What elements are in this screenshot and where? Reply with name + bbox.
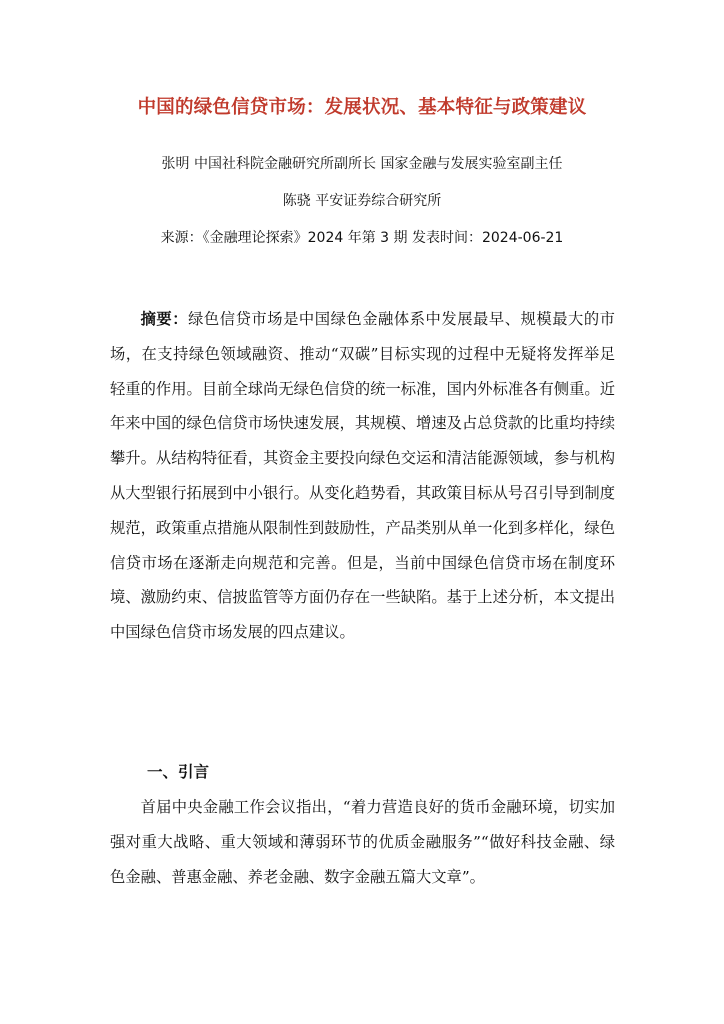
paper-title: 中国的绿色信贷市场：发展状况、基本特征与政策建议: [137, 97, 587, 118]
abstract-label: 摘要：: [140, 310, 189, 328]
introduction-paragraph: 首届中央金融工作会议指出，“着力营造良好的货币金融环境，切实加强对重大战略、重大领域和薄弱环节的优质金融服务”“做好科技金融、绿色金融、普惠金融、养老金融、数字金融五篇大文章”。: [110, 798, 615, 886]
author-line-1: 张明 中国社科院金融研究所副所长 国家金融与发展实验室副主任: [161, 156, 563, 172]
abstract-paragraph: [110, 302, 615, 650]
source-line: 来源：《金融理论探索》2024 年第 3 期 发表时间：2024-06-21: [160, 230, 564, 246]
section-heading-introduction: 一、引言: [147, 763, 210, 781]
author-line-2: 陈骁 平安证券综合研究所: [282, 193, 442, 209]
abstract-text: 绿色信贷市场是中国绿色金融体系中发展最早、规模最大的市场，在支持绿色领域融资、推动“双碳”目标实现的过程中无疑将发挥举足轻重的作用。目前全球尚无绿色信贷的统一标准，国内外标准各有侧重。近年来中国的绿色信贷市场快速发展，其规模、增速及占总贷款的比重均持续攀升。从结构特征看，其资金主要投向绿色交运和清洁能源领域，参与机构从大型银行拓展到中小银行。从变化趋势看，其政策目标从号召引导到制度规范，政策重点措施从限制性到鼓励性，产品类别从单一化到多样化，绿色信贷市场在逐渐走向规范和完善。但是，当前中国绿色信贷市场在制度环境、激励约束、信披监管等方面仍存在一些缺陷。基于上述分析，本文提出中国绿色信贷市场发展的四点建议。: [110, 310, 615, 642]
